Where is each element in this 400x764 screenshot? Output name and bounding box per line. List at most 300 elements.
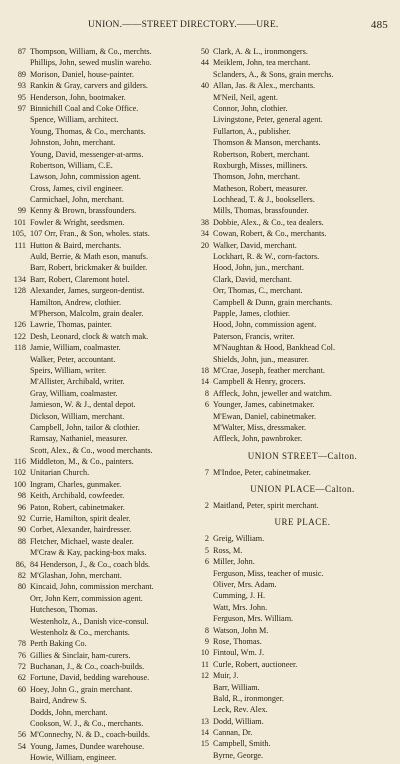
house-number — [194, 704, 213, 715]
directory-entry — [194, 556, 397, 567]
house-number — [0, 354, 30, 365]
running-title: UNION.——STREET DIRECTORY.——URE. — [88, 20, 279, 30]
house-number — [194, 354, 213, 365]
house-number: 86, — [15, 559, 26, 569]
house-number: 13 — [200, 716, 209, 726]
house-number — [0, 126, 30, 137]
house-number — [194, 342, 213, 353]
entry-text: Hutcheson, Thomas. — [30, 605, 98, 615]
house-number — [0, 593, 30, 604]
house-number: 93 — [17, 81, 26, 91]
directory-entry — [0, 490, 196, 501]
house-number — [0, 433, 30, 444]
directory-entry — [194, 57, 397, 68]
entry-text: Campbell, John, tailor & clothier. — [30, 422, 140, 432]
union-street-calton-list — [194, 467, 397, 478]
entry-text: Thompson, William, & Co., merchts. — [30, 47, 152, 56]
entry-text: Maitland, Peter, spirit merchant. — [213, 501, 319, 511]
directory-entry — [194, 500, 397, 511]
directory-entry — [194, 251, 397, 262]
house-number: 80 — [17, 582, 26, 592]
entry-text: M'Crae, Joseph, feather merchant. — [213, 365, 325, 375]
entry-text: Muir, J. — [213, 671, 239, 681]
house-number: 126 — [13, 320, 26, 330]
directory-entry — [194, 308, 397, 319]
house-number — [194, 171, 213, 182]
union-place-calton-list — [194, 500, 397, 511]
house-number — [0, 194, 30, 205]
house-number: 62 — [17, 673, 26, 683]
directory-entry — [0, 137, 196, 148]
entry-text: Ingram, Charles, gunmaker. — [30, 479, 122, 489]
directory-entry — [0, 171, 196, 182]
house-number: 88 — [17, 536, 26, 546]
directory-entry — [0, 479, 196, 490]
house-number — [194, 297, 213, 308]
right-column — [194, 46, 397, 761]
directory-entry — [0, 729, 196, 740]
directory-entry — [0, 308, 196, 319]
entry-text: Binnichill Coal and Coke Office. — [30, 103, 139, 113]
entry-text: Cross, James, civil engineer. — [30, 183, 124, 193]
directory-entry — [194, 183, 397, 194]
entry-text: Henderson, John, bootmaker. — [30, 92, 126, 102]
entry-text: 84 Henderson, J., & Co., coach blds. — [30, 559, 151, 569]
entry-text: Phillips, John, sewed muslin wareho. — [30, 58, 152, 68]
house-number: 78 — [17, 639, 26, 649]
house-number: 54 — [17, 741, 26, 751]
entry-text: M'Glashan, John, merchant. — [30, 570, 122, 580]
directory-entry — [0, 741, 196, 752]
directory-entry — [194, 422, 397, 433]
directory-entry — [0, 228, 196, 239]
house-number: 76 — [17, 650, 26, 660]
directory-entry — [194, 365, 397, 376]
directory-entry — [0, 240, 196, 251]
directory-entry — [0, 160, 196, 171]
directory-entry — [0, 593, 196, 604]
entry-text: Hoey, John G., grain merchant. — [30, 684, 133, 694]
entry-text: Thomson & Manson, merchants. — [213, 138, 321, 148]
entry-text: M'Ewan, Daniel, cabinetmaker. — [213, 411, 317, 421]
directory-entry — [194, 126, 397, 137]
directory-entry — [0, 331, 196, 342]
directory-entry — [194, 285, 397, 296]
house-number: 44 — [200, 58, 209, 68]
house-number — [0, 445, 30, 456]
house-number — [194, 205, 213, 216]
directory-entry — [194, 331, 397, 342]
entry-text: Currie, Hamilton, spirit dealer. — [30, 514, 131, 524]
directory-entry — [194, 716, 397, 727]
house-number — [0, 183, 30, 194]
entry-text: Hutton & Baird, merchants. — [30, 240, 122, 250]
house-number: 96 — [17, 502, 26, 512]
house-number — [0, 262, 30, 273]
house-number: 11 — [201, 659, 209, 669]
directory-entry — [194, 114, 397, 125]
directory-entry — [0, 376, 196, 387]
entry-text: M'Connechy, N. & D., coach-builds. — [30, 730, 150, 740]
house-number: 6 — [204, 557, 209, 567]
entry-text: Rankin & Gray, carvers and gilders. — [30, 81, 148, 91]
directory-entry — [194, 137, 397, 148]
house-number — [0, 718, 30, 729]
entry-text: Johnston, John, merchant. — [30, 138, 116, 148]
entry-text: Young, Thomas, & Co., merchants. — [30, 126, 146, 136]
entry-text: Baird, Andrew S. — [30, 696, 87, 706]
house-number: 14 — [200, 377, 209, 387]
directory-entry — [194, 704, 397, 715]
house-number: 72 — [17, 662, 26, 672]
directory-entry — [0, 616, 196, 627]
directory-entry — [0, 319, 196, 330]
house-number: 99 — [17, 206, 26, 216]
entry-text: Howie, William, engineer. — [30, 753, 117, 763]
entry-text: Curle, Robert, auctioneer. — [213, 659, 298, 669]
directory-entry — [0, 422, 196, 433]
directory-entry — [194, 647, 397, 658]
entry-text: Dobbie, Alex., & Co., tea dealers. — [213, 217, 324, 227]
house-number — [194, 682, 213, 693]
house-number — [0, 399, 30, 410]
directory-entry — [194, 659, 397, 670]
directory-entry — [194, 545, 397, 556]
house-number: 9 — [204, 636, 209, 646]
house-number: 38 — [200, 217, 209, 227]
entry-text: Westenholz, A., Danish vice-consul. — [30, 616, 149, 626]
entry-text: Paterson, Francis, writer. — [213, 331, 295, 341]
house-number: 8 — [204, 388, 209, 398]
directory-entry — [0, 718, 196, 729]
entry-text: M'Neil, Neil, agent. — [213, 92, 278, 102]
entry-text: Ferguson, Mrs. William. — [213, 614, 294, 624]
directory-entry — [194, 750, 397, 761]
entry-text: Affleck, John, jeweller and watchm. — [213, 388, 332, 398]
entry-text: Papple, James, clothier. — [213, 308, 291, 318]
directory-entry — [0, 570, 196, 581]
house-number: 90 — [17, 525, 26, 535]
entry-text: Campbell, Smith. — [213, 739, 271, 749]
house-number: 89 — [17, 69, 26, 79]
house-number — [0, 695, 30, 706]
entry-text: Fletcher, Michael, waste dealer. — [30, 536, 134, 546]
entry-text: Byrne, George. — [213, 750, 264, 760]
house-number — [194, 92, 213, 103]
entry-text: Campbell & Henry, grocers. — [213, 377, 306, 387]
entry-text: Speirs, William, writer. — [30, 365, 107, 375]
ure-place-list — [194, 533, 397, 761]
directory-entry — [0, 638, 196, 649]
entry-text: Lawson, John, commission agent. — [30, 172, 141, 182]
house-number: 100 — [13, 479, 26, 489]
house-number — [194, 568, 213, 579]
directory-entry — [194, 274, 397, 285]
entry-text: Cowan, Robert, & Co., merchants. — [213, 229, 327, 239]
entry-text: Affleck, John, pawnbroker. — [213, 434, 303, 444]
house-number — [194, 750, 213, 761]
entry-text: Greig, William. — [213, 534, 265, 544]
house-number — [194, 251, 213, 262]
house-number — [0, 149, 30, 160]
directory-entry — [194, 388, 397, 399]
house-number — [0, 411, 30, 422]
directory-entry — [194, 467, 397, 478]
directory-entry — [0, 695, 196, 706]
directory-entry — [194, 228, 397, 239]
entry-text: Miller, John. — [213, 557, 255, 567]
house-number: 92 — [17, 514, 26, 524]
directory-entry — [0, 502, 196, 513]
directory-entry — [194, 262, 397, 273]
house-number — [0, 251, 30, 262]
house-number: 50 — [200, 47, 209, 56]
directory-entry — [0, 581, 196, 592]
house-number — [194, 590, 213, 601]
house-number — [194, 422, 213, 433]
directory-entry — [194, 342, 397, 353]
entry-text: Auld, Berrie, & Math eson, manufs. — [30, 252, 149, 262]
entry-text: Cumming, J. H. — [213, 591, 266, 601]
entry-text: Fullarton, A., publisher. — [213, 126, 291, 136]
entry-text: Desh, Leonard, clock & watch mak. — [30, 331, 149, 341]
directory-entry — [0, 604, 196, 615]
directory-entry — [0, 411, 196, 422]
entry-text: Paton, Robert, cabinetmaker. — [30, 502, 125, 512]
directory-entry — [194, 533, 397, 544]
entry-text: Barr, William. — [213, 682, 260, 692]
left-column — [0, 46, 196, 764]
house-number: 20 — [200, 240, 209, 250]
house-number — [194, 331, 213, 342]
entry-text: Hood, John, jun., merchant. — [213, 263, 304, 273]
house-number: 15 — [200, 739, 209, 749]
section-heading-union-place-calton: UNION PLACE—Calton. — [250, 484, 355, 495]
entry-text: Unitarian Church. — [30, 468, 90, 478]
directory-entry — [0, 354, 196, 365]
entry-text: 107 Orr, Fran., & Son, wholes. stats. — [30, 229, 150, 239]
house-number: 118 — [14, 343, 26, 353]
entry-text: Dodd, William. — [213, 716, 264, 726]
directory-entry — [0, 149, 196, 160]
entry-text: Rose, Thomas. — [213, 636, 262, 646]
entry-text: Livingstone, Peter, general agent. — [213, 115, 323, 125]
entry-text: Hood, John, commission agent. — [213, 320, 317, 330]
entry-text: Buchanan, J., & Co., coach-builds. — [30, 662, 145, 672]
directory-entry — [0, 536, 196, 547]
directory-entry — [194, 297, 397, 308]
entry-text: Ramsay, Nathaniel, measurer. — [30, 434, 128, 444]
directory-entry — [0, 388, 196, 399]
directory-entry — [0, 524, 196, 535]
house-number — [194, 137, 213, 148]
entry-text: Oliver, Mrs. Adam. — [213, 580, 277, 590]
house-number: 97 — [17, 103, 26, 113]
entry-text: Watt, Mrs. John. — [213, 602, 268, 612]
house-number — [194, 262, 213, 273]
entry-text: Carmichael, John, merchant. — [30, 195, 124, 205]
union-street-continued-list — [194, 46, 397, 445]
directory-entry — [0, 92, 196, 103]
entry-text: Meiklem, John, tea merchant. — [213, 58, 311, 68]
directory-entry — [194, 171, 397, 182]
house-number — [0, 365, 30, 376]
directory-entry — [0, 684, 196, 695]
directory-entry — [0, 365, 196, 376]
house-number — [0, 422, 30, 433]
directory-entry — [194, 602, 397, 613]
directory-entry — [0, 205, 196, 216]
section-heading-union-street-calton: UNION STREET—Calton. — [247, 450, 358, 461]
entry-text: Lockhart, R. & W., corn-factors. — [213, 252, 320, 262]
directory-entry — [194, 568, 397, 579]
directory-entry — [194, 46, 397, 57]
house-number: 128 — [13, 286, 26, 296]
directory-entry — [0, 445, 196, 456]
directory-entry — [0, 399, 196, 410]
entry-text: Jamieson, W. & J., dental depot. — [30, 400, 136, 410]
house-number — [194, 274, 213, 285]
entry-text: Walker, Peter, accountant. — [30, 354, 116, 364]
page-number: 485 — [370, 19, 388, 31]
entry-text: Allan, Jas. & Alex., merchants. — [213, 81, 316, 91]
entry-text: Orr, Thomas, C., merchant. — [213, 286, 303, 296]
house-number — [194, 285, 213, 296]
directory-entry — [0, 627, 196, 638]
directory-entry — [0, 433, 196, 444]
entry-text: Robertson, William, C.E. — [30, 160, 113, 170]
house-number: 122 — [13, 331, 26, 341]
directory-entry — [0, 650, 196, 661]
entry-text: Matheson, Robert, measurer. — [213, 183, 308, 193]
directory-entry — [194, 160, 397, 171]
directory-entry — [194, 613, 397, 624]
entry-text: Fintoul, Wm. J. — [213, 648, 265, 658]
house-number — [0, 547, 30, 558]
entry-text: Cookson, W. J., & Co., merchants. — [30, 719, 144, 729]
page-header — [88, 18, 388, 32]
directory-entry — [194, 354, 397, 365]
house-number — [194, 126, 213, 137]
house-number — [0, 707, 30, 718]
house-number: 116 — [14, 457, 26, 467]
directory-entry — [194, 217, 397, 228]
entry-text: M'Pherson, Malcolm, grain dealer. — [30, 308, 144, 318]
entry-text: Fortune, David, bedding warehouse. — [30, 673, 150, 683]
entry-text: Cannan, Dr. — [213, 728, 253, 738]
house-number — [194, 411, 213, 422]
entry-text: Roxburgh, Misses, milliners. — [213, 160, 308, 170]
directory-entry — [0, 80, 196, 91]
entry-text: Younger, James, cabinetmaker. — [213, 400, 315, 410]
entry-text: Gillies & Sinclair, ham-curers. — [30, 650, 131, 660]
entry-text: Watson, John M. — [213, 625, 269, 635]
entry-text: Spence, William, architect. — [30, 115, 119, 125]
entry-text: Kenny & Brown, brassfounders. — [30, 206, 137, 216]
house-number — [0, 137, 30, 148]
house-number: 6 — [204, 400, 209, 410]
entry-text: Perth Baking Co. — [30, 639, 87, 649]
house-number — [194, 183, 213, 194]
entry-text: Mills, Thomas, brassfounder. — [213, 206, 309, 216]
entry-text: Fowler & Wright, seedsmen. — [30, 217, 125, 227]
entry-text: Bald, R., ironmonger. — [213, 693, 284, 703]
entry-text: Westenholz & Co., merchants. — [30, 627, 130, 637]
house-number: 14 — [200, 728, 209, 738]
house-number — [194, 319, 213, 330]
entry-text: Sclanders, A., & Sons, grain merchs. — [213, 69, 334, 79]
directory-entry — [194, 194, 397, 205]
directory-entry — [194, 579, 397, 590]
directory-entry — [0, 467, 196, 478]
directory-entry — [0, 513, 196, 524]
entry-text: Gray, William, coalmaster. — [30, 388, 118, 398]
entry-text: Orr, John Kerr, commission agent. — [30, 593, 143, 603]
house-number — [0, 171, 30, 182]
directory-entry — [194, 693, 397, 704]
entry-text: Clark, A. & L., ironmongers. — [213, 47, 308, 56]
entry-text: Clark, David, merchant. — [213, 274, 292, 284]
house-number — [0, 114, 30, 125]
house-number: 102 — [13, 468, 26, 478]
directory-entry — [194, 80, 397, 91]
house-number — [194, 160, 213, 171]
entry-text: Young, James, Dundee warehouse. — [30, 741, 145, 751]
entry-text: Morison, Daniel, house-painter. — [30, 69, 134, 79]
house-number — [0, 308, 30, 319]
entry-text: Leck, Rev. Alex. — [213, 705, 268, 715]
house-number — [194, 69, 213, 80]
entry-text: Thomson, John, merchant. — [213, 172, 301, 182]
house-number — [0, 627, 30, 638]
directory-entry — [0, 114, 196, 125]
entry-text: Middleton, M., & Co., painters. — [30, 457, 134, 467]
directory-entry — [0, 46, 196, 57]
entry-text: M'Craw & Kay, packing-box maks. — [30, 548, 147, 558]
entry-text: Campbell & Dunn, grain merchants. — [213, 297, 333, 307]
section-heading-ure-place: URE PLACE. — [274, 517, 331, 528]
house-number — [194, 613, 213, 624]
house-number — [194, 308, 213, 319]
directory-entry — [194, 636, 397, 647]
entry-text: M'Walter, Miss, dressmaker. — [213, 422, 307, 432]
entry-text: Ross, M. — [213, 545, 243, 555]
house-number: 2 — [204, 501, 209, 511]
house-number — [0, 160, 30, 171]
entry-text: Lawrie, Thomas, painter. — [30, 320, 112, 330]
house-number — [0, 752, 30, 763]
house-number — [194, 149, 213, 160]
directory-entry — [0, 183, 196, 194]
entry-text: Kincaid, John, commission merchant. — [30, 582, 154, 592]
house-number — [194, 114, 213, 125]
entry-text: Walker, David, merchant. — [213, 240, 297, 250]
entry-text: Robertson, Robert, merchant. — [213, 149, 310, 159]
directory-entry — [0, 69, 196, 80]
directory-entry — [0, 262, 196, 273]
entry-text: Dodds, John, merchant. — [30, 707, 108, 717]
directory-entry — [194, 727, 397, 738]
entry-text: Scott, Alex., & Co., wood merchants. — [30, 445, 153, 455]
entry-text: Connor, John, clothier. — [213, 103, 288, 113]
entry-text: M'Naughtan & Hood, Bankhead Col. — [213, 343, 335, 353]
directory-entry — [194, 69, 397, 80]
entry-text: Ferguson, Miss, teacher of music. — [213, 568, 324, 578]
house-number — [194, 194, 213, 205]
entry-text: Shields, John, jun., measurer. — [213, 354, 309, 364]
entry-text: Corbet, Alexander, hairdresser. — [30, 525, 132, 535]
directory-entry — [0, 285, 196, 296]
